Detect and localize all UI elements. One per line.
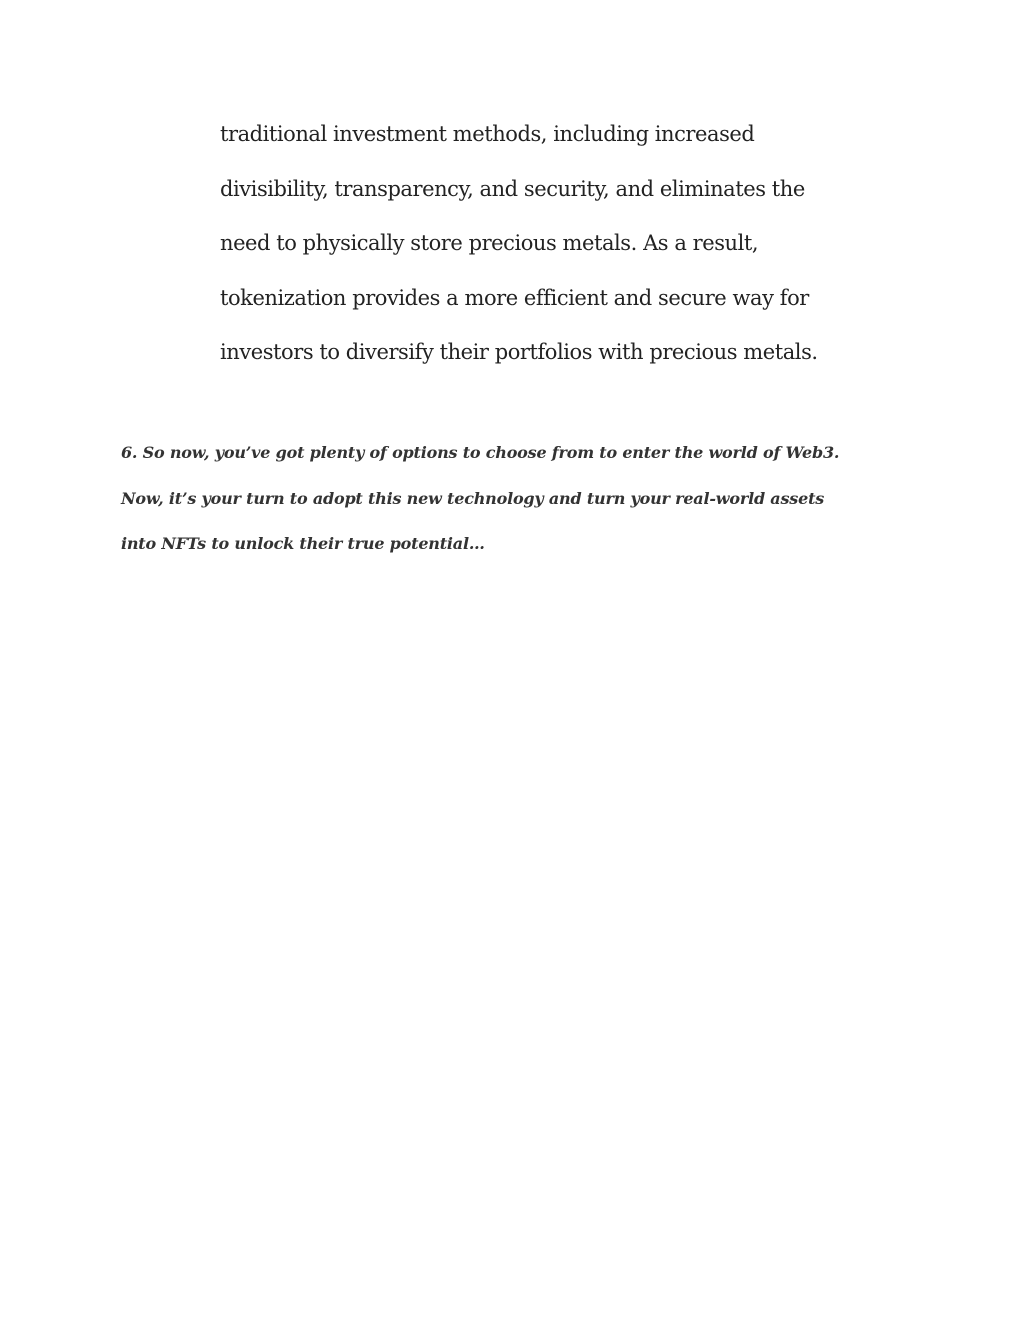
closing-note-line: 6. So now, you’ve got plenty of options to choose from to enter the world of Web3.: [121, 443, 840, 462]
closing-note-line: Now, it’s your turn to adopt this new technology and turn your real-world assets: [121, 488, 825, 508]
closing-note: [121, 430, 921, 567]
body-paragraph: [220, 107, 920, 380]
paragraph-line: investors to diversify their portfolios with precious metals.: [220, 340, 818, 364]
paragraph-line: divisibility, transparency, and security, and eliminates the: [220, 176, 805, 201]
closing-note-line: into NFTs to unlock their true potential…: [121, 534, 485, 553]
paragraph-line: traditional investment methods, including increased: [220, 122, 755, 146]
paragraph-line: tokenization provides a more efficient and secure way for: [220, 285, 809, 310]
paragraph-line: need to physically store precious metals. As a result,: [220, 231, 759, 255]
